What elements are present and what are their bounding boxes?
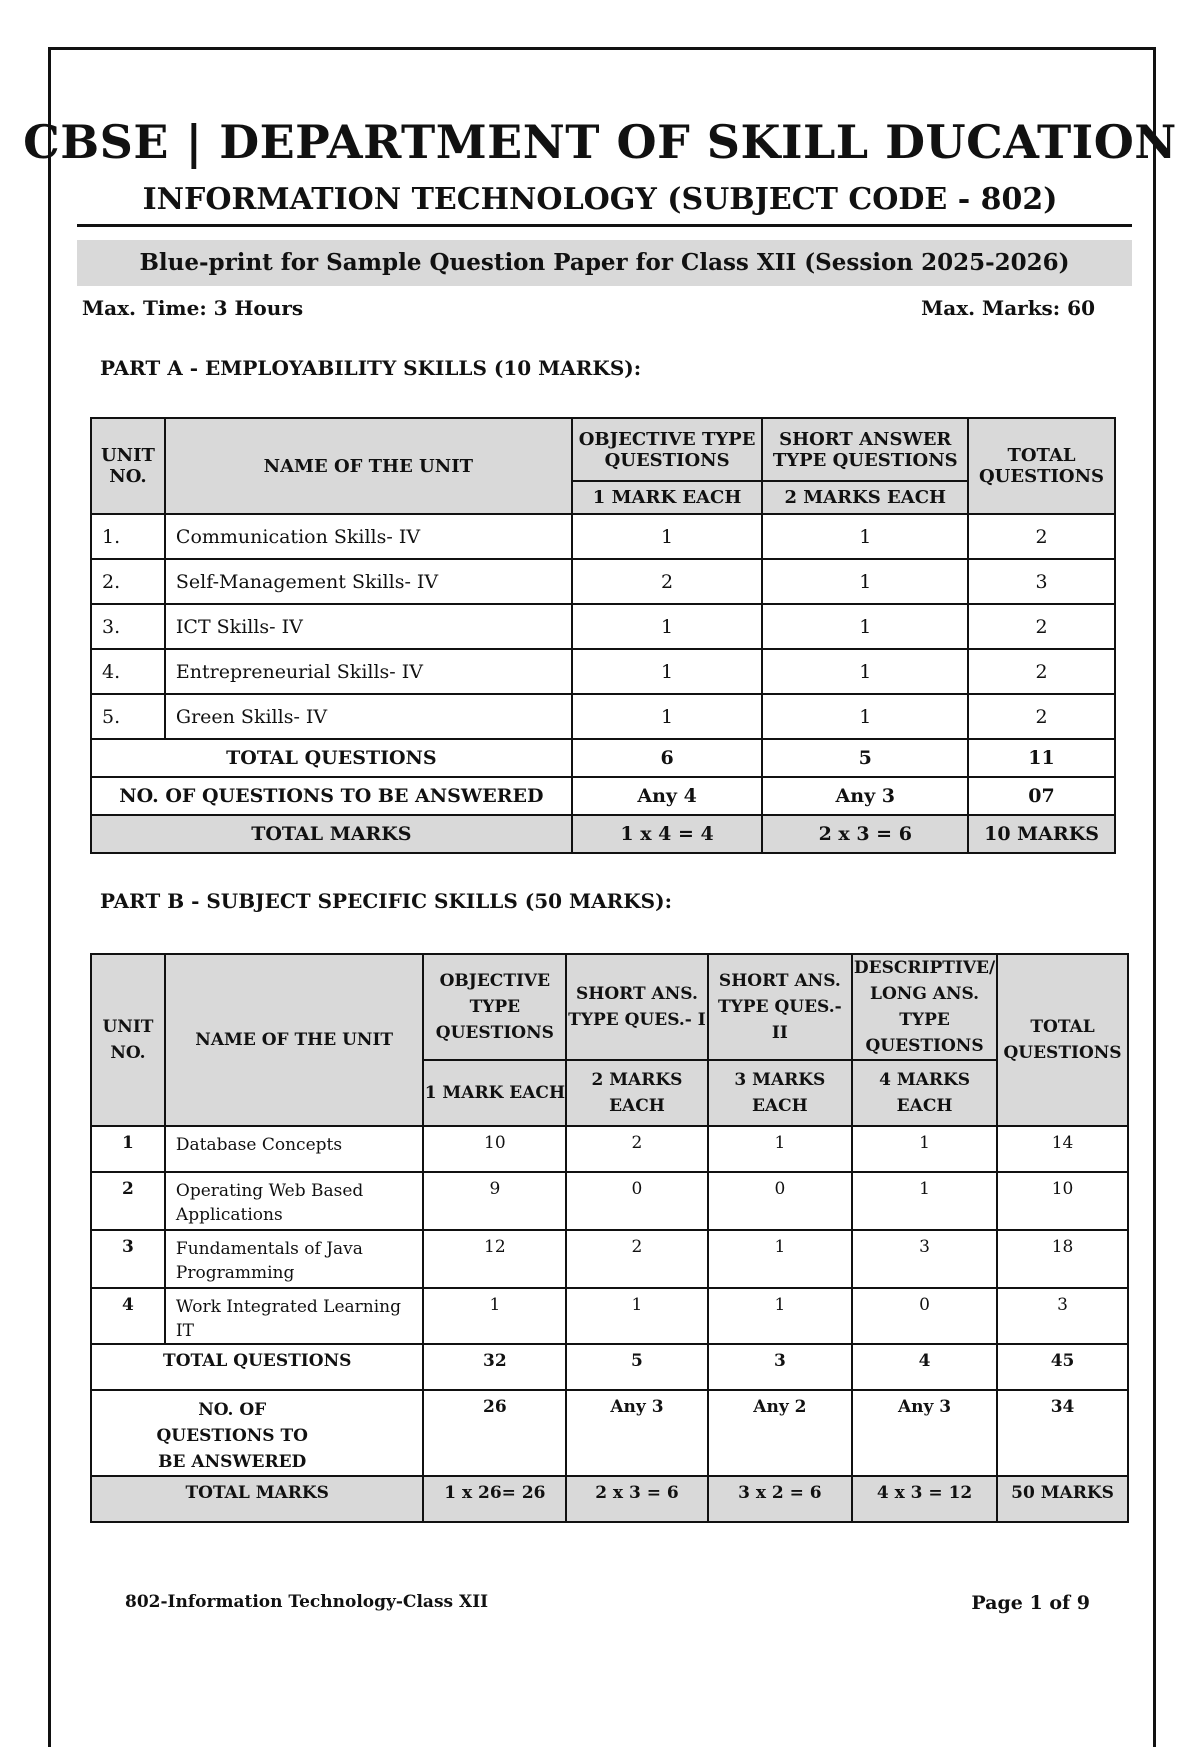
total-questions-label: TOTAL QUESTIONS — [91, 1344, 423, 1390]
unit-no: 1. — [91, 514, 165, 559]
objective-count: 1 — [423, 1288, 566, 1344]
answer-objective: 26 — [423, 1390, 566, 1476]
total-short: 5 — [762, 739, 968, 777]
short-1-count: 0 — [566, 1172, 707, 1230]
short-2-count: 1 — [708, 1288, 852, 1344]
marks-objective: 1 x 4 = 4 — [572, 815, 763, 853]
unit-name: ICT Skills- IV — [165, 604, 572, 649]
total-objective: 32 — [423, 1344, 566, 1390]
marks-objective: 1 x 26= 26 — [423, 1476, 566, 1522]
short-2-count: 1 — [708, 1126, 852, 1172]
long-count: 1 — [852, 1126, 997, 1172]
header-short-answer: SHORT ANSWER TYPE QUESTIONS — [762, 418, 968, 481]
table-row — [91, 1288, 1128, 1344]
part-a-table — [90, 417, 1116, 854]
unit-name: Self-Management Skills- IV — [165, 559, 572, 604]
footer-subject: 802-Information Technology-Class XII — [125, 1592, 489, 1612]
total-long: 4 — [852, 1344, 997, 1390]
header-objective-marks: 1 MARK EACH — [423, 1060, 566, 1126]
header-short-1-marks: 2 MARKS EACH — [566, 1060, 707, 1126]
to-answer-row — [91, 777, 1115, 815]
total-questions-label: TOTAL QUESTIONS — [91, 739, 572, 777]
answer-short-2: Any 2 — [708, 1390, 852, 1476]
table-row — [91, 1126, 1128, 1172]
to-answer-label: NO. OF QUESTIONS TO BE ANSWERED — [91, 777, 572, 815]
title-divider — [77, 224, 1132, 227]
total-short-1: 5 — [566, 1344, 707, 1390]
header-unit-no: UNIT NO. — [91, 418, 165, 514]
total-marks-row — [91, 815, 1115, 853]
short-count: 1 — [762, 649, 968, 694]
total-count: 14 — [997, 1126, 1128, 1172]
objective-count: 1 — [572, 649, 763, 694]
header-objective: OBJECTIVE TYPE QUESTIONS — [572, 418, 763, 481]
marks-total: 10 MARKS — [968, 815, 1115, 853]
short-1-count: 2 — [566, 1230, 707, 1288]
blueprint-banner: Blue-print for Sample Question Paper for Class XII (Session 2025-2026) — [77, 240, 1132, 286]
short-2-count: 1 — [708, 1230, 852, 1288]
header-short-1: SHORT ANS. TYPE QUES.- I — [566, 954, 707, 1060]
answer-objective: Any 4 — [572, 777, 763, 815]
unit-name: Communication Skills- IV — [165, 514, 572, 559]
table-row — [91, 559, 1115, 604]
long-count: 3 — [852, 1230, 997, 1288]
objective-count: 1 — [572, 694, 763, 739]
total-count: 2 — [968, 604, 1115, 649]
unit-name: Operating Web Based Applications — [165, 1172, 424, 1230]
total-count: 3 — [997, 1288, 1128, 1344]
answer-total: 34 — [997, 1390, 1128, 1476]
part-b-heading: PART B - SUBJECT SPECIFIC SKILLS (50 MARKS): — [100, 889, 672, 913]
objective-count: 1 — [572, 514, 763, 559]
total-objective: 6 — [572, 739, 763, 777]
objective-count: 12 — [423, 1230, 566, 1288]
short-count: 1 — [762, 514, 968, 559]
part-a-heading: PART A - EMPLOYABILITY SKILLS (10 MARKS): — [100, 356, 642, 380]
unit-no: 4 — [91, 1288, 165, 1344]
unit-no: 5. — [91, 694, 165, 739]
header-unit-no: UNIT NO. — [91, 954, 165, 1126]
table-row — [91, 1172, 1128, 1230]
answer-short: Any 3 — [762, 777, 968, 815]
short-count: 1 — [762, 559, 968, 604]
marks-short-2: 3 x 2 = 6 — [708, 1476, 852, 1522]
unit-no: 4. — [91, 649, 165, 694]
total-count: 18 — [997, 1230, 1128, 1288]
total-count: 2 — [968, 694, 1115, 739]
total-count: 3 — [968, 559, 1115, 604]
short-1-count: 2 — [566, 1126, 707, 1172]
unit-no: 2 — [91, 1172, 165, 1230]
max-marks: Max. Marks: 60 — [921, 296, 1095, 320]
table-row — [91, 604, 1115, 649]
marks-short-1: 2 x 3 = 6 — [566, 1476, 707, 1522]
short-count: 1 — [762, 694, 968, 739]
long-count: 1 — [852, 1172, 997, 1230]
header-long-marks: 4 MARKS EACH — [852, 1060, 997, 1126]
short-count: 1 — [762, 604, 968, 649]
answer-short-1: Any 3 — [566, 1390, 707, 1476]
total-count: 2 — [968, 649, 1115, 694]
short-2-count: 0 — [708, 1172, 852, 1230]
unit-name: Entrepreneurial Skills- IV — [165, 649, 572, 694]
table-row — [91, 514, 1115, 559]
header-objective: OBJECTIVE TYPE QUESTIONS — [423, 954, 566, 1060]
header-unit-name: NAME OF THE UNIT — [165, 954, 424, 1126]
header-total: TOTAL QUESTIONS — [997, 954, 1128, 1126]
unit-no: 3 — [91, 1230, 165, 1288]
header-objective-marks: 1 MARK EACH — [572, 481, 763, 514]
to-answer-label: NO. OF QUESTIONS TO BE ANSWERED — [91, 1390, 423, 1476]
answer-long: Any 3 — [852, 1390, 997, 1476]
part-b-table — [90, 953, 1129, 1523]
unit-name: Fundamentals of Java Programming — [165, 1230, 424, 1288]
header-short-2: SHORT ANS. TYPE QUES.- II — [708, 954, 852, 1060]
total-marks-label: TOTAL MARKS — [91, 1476, 423, 1522]
short-1-count: 1 — [566, 1288, 707, 1344]
header-short-2-marks: 3 MARKS EACH — [708, 1060, 852, 1126]
objective-count: 9 — [423, 1172, 566, 1230]
unit-name: Database Concepts — [165, 1126, 424, 1172]
unit-no: 3. — [91, 604, 165, 649]
total-count: 10 — [997, 1172, 1128, 1230]
total-marks-row — [91, 1476, 1128, 1522]
header-total: TOTAL QUESTIONS — [968, 418, 1115, 514]
page-subtitle: INFORMATION TECHNOLOGY (SUBJECT CODE - 802) — [142, 182, 1058, 217]
objective-count: 1 — [572, 604, 763, 649]
header-short-marks: 2 MARKS EACH — [762, 481, 968, 514]
max-time: Max. Time: 3 Hours — [82, 296, 304, 320]
unit-name: Green Skills- IV — [165, 694, 572, 739]
total-short-2: 3 — [708, 1344, 852, 1390]
table-row — [91, 694, 1115, 739]
long-count: 0 — [852, 1288, 997, 1344]
total-questions-row — [91, 1344, 1128, 1390]
answer-total: 07 — [968, 777, 1115, 815]
header-long: DESCRIPTIVE/ LONG ANS. TYPE QUESTIONS — [852, 954, 997, 1060]
objective-count: 2 — [572, 559, 763, 604]
footer-page-number: Page 1 of 9 — [971, 1592, 1090, 1614]
marks-total: 50 MARKS — [997, 1476, 1128, 1522]
total-marks-label: TOTAL MARKS — [91, 815, 572, 853]
unit-no: 1 — [91, 1126, 165, 1172]
unit-no: 2. — [91, 559, 165, 604]
page-title: CBSE | DEPARTMENT OF SKILL DUCATION — [23, 115, 1177, 169]
to-answer-row — [91, 1390, 1128, 1476]
header-unit-name: NAME OF THE UNIT — [165, 418, 572, 514]
total-all: 11 — [968, 739, 1115, 777]
total-count: 2 — [968, 514, 1115, 559]
marks-long: 4 x 3 = 12 — [852, 1476, 997, 1522]
total-all: 45 — [997, 1344, 1128, 1390]
marks-short: 2 x 3 = 6 — [762, 815, 968, 853]
table-row — [91, 1230, 1128, 1288]
table-row — [91, 649, 1115, 694]
unit-name: Work Integrated Learning IT — [165, 1288, 424, 1344]
total-questions-row — [91, 739, 1115, 777]
objective-count: 10 — [423, 1126, 566, 1172]
